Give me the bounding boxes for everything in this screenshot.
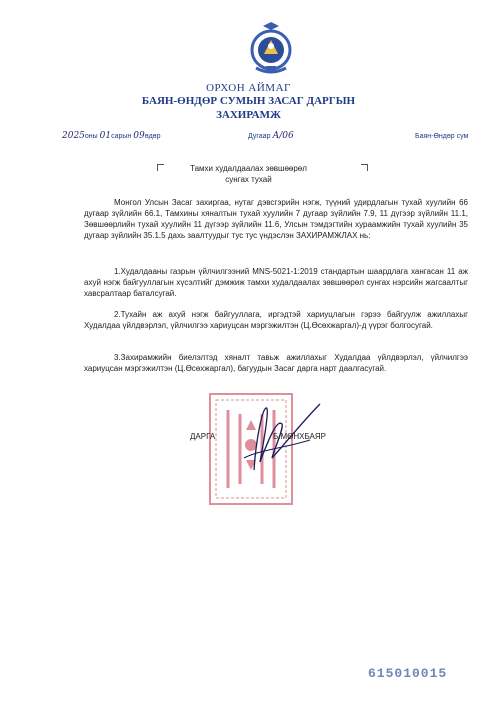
number-label: Дугаар	[248, 133, 271, 140]
day-suffix: өдөр	[144, 133, 161, 140]
date-year: 2025	[62, 131, 85, 141]
number-line	[248, 131, 294, 141]
authority-name: БАЯН-ӨНДӨР СУМЫН ЗАСАГ ДАРГЫН	[141, 95, 356, 107]
year-suffix: оны	[84, 133, 98, 140]
date-day: 09	[133, 131, 145, 141]
clause-2-paragraph: 2.Тухайн аж ахуй нэгж байгууллага, иргэдтэй хариуцлагын гэрээ байгуулж ажиллахыг Худалдаа үйлдвэрлэл, үйлчилгээ хариуцсан мэргэжилтэн (Ц.Өсөхжаргал)-д үүрэг болгосугай.	[84, 310, 468, 330]
month-suffix: сарын	[111, 133, 132, 140]
serial-number: 615010015	[368, 666, 448, 681]
subject-line-1: Тамхи худалдаалах зөвшөөрөл	[190, 164, 307, 173]
signatory-title: ДАРГА	[190, 432, 216, 441]
clause-3-paragraph: 3.Захирамжийн биелэлтэд хяналт тавьж ажиллахыг Худалдаа үйлдвэрлэл, үйлчилгээ хариуцсан мэргэжилтэн (Ц.Өсөхжаргал), багуудын Засаг дарга нарт даалгасугай.	[84, 353, 468, 373]
signatory-name: Б.МӨНХБАЯР	[273, 432, 326, 441]
state-emblem-icon	[246, 20, 296, 78]
subject-line-2: сунгах тухай	[225, 175, 272, 184]
province-name: ОРХОН АЙМАГ	[206, 82, 291, 94]
document-type: ЗАХИРАМЖ	[216, 109, 281, 121]
place-name: Баян-Өндөр сум	[415, 133, 469, 140]
preamble-paragraph: Монгол Улсын Засаг захиргаа, нутаг дэвсгэрийн нэгж, түүний удирдлагын тухай хуулийн 66 дугаар зүйлийн 66.1, Тамхины хяналтын тухай хуулийн 7 дугаар зүйлийн 7.9, 11 дүгээр зүйлийн 11.1, Зөвшөөрлийн тухай хуулийн 11 дүгээр зүйлийн 11.6, Улсын тэмдэгтийн хураамжийн тухай хуулийн 35 дугаар зүйлийн 35.1.5 дахь заалтуудыг тус тус үндэслэн ЗАХИРАМЖЛАХ нь:	[84, 198, 468, 240]
clause-1-paragraph: 1.Худалдааны газрын үйлчилгээний MNS-5021-1:2019 стандартын шаардлага хангасан 11 аж ахуй нэгж байгууллагын хүсэлтийг дэмжиж тамхи худалдаалах зөвшөөрөл сунгах нэрсийн жагсаалтыг хавсралтаар баталсугай.	[84, 267, 468, 298]
date-month: 01	[99, 131, 112, 141]
document-number: А/06	[272, 131, 294, 141]
date-line	[62, 131, 160, 141]
